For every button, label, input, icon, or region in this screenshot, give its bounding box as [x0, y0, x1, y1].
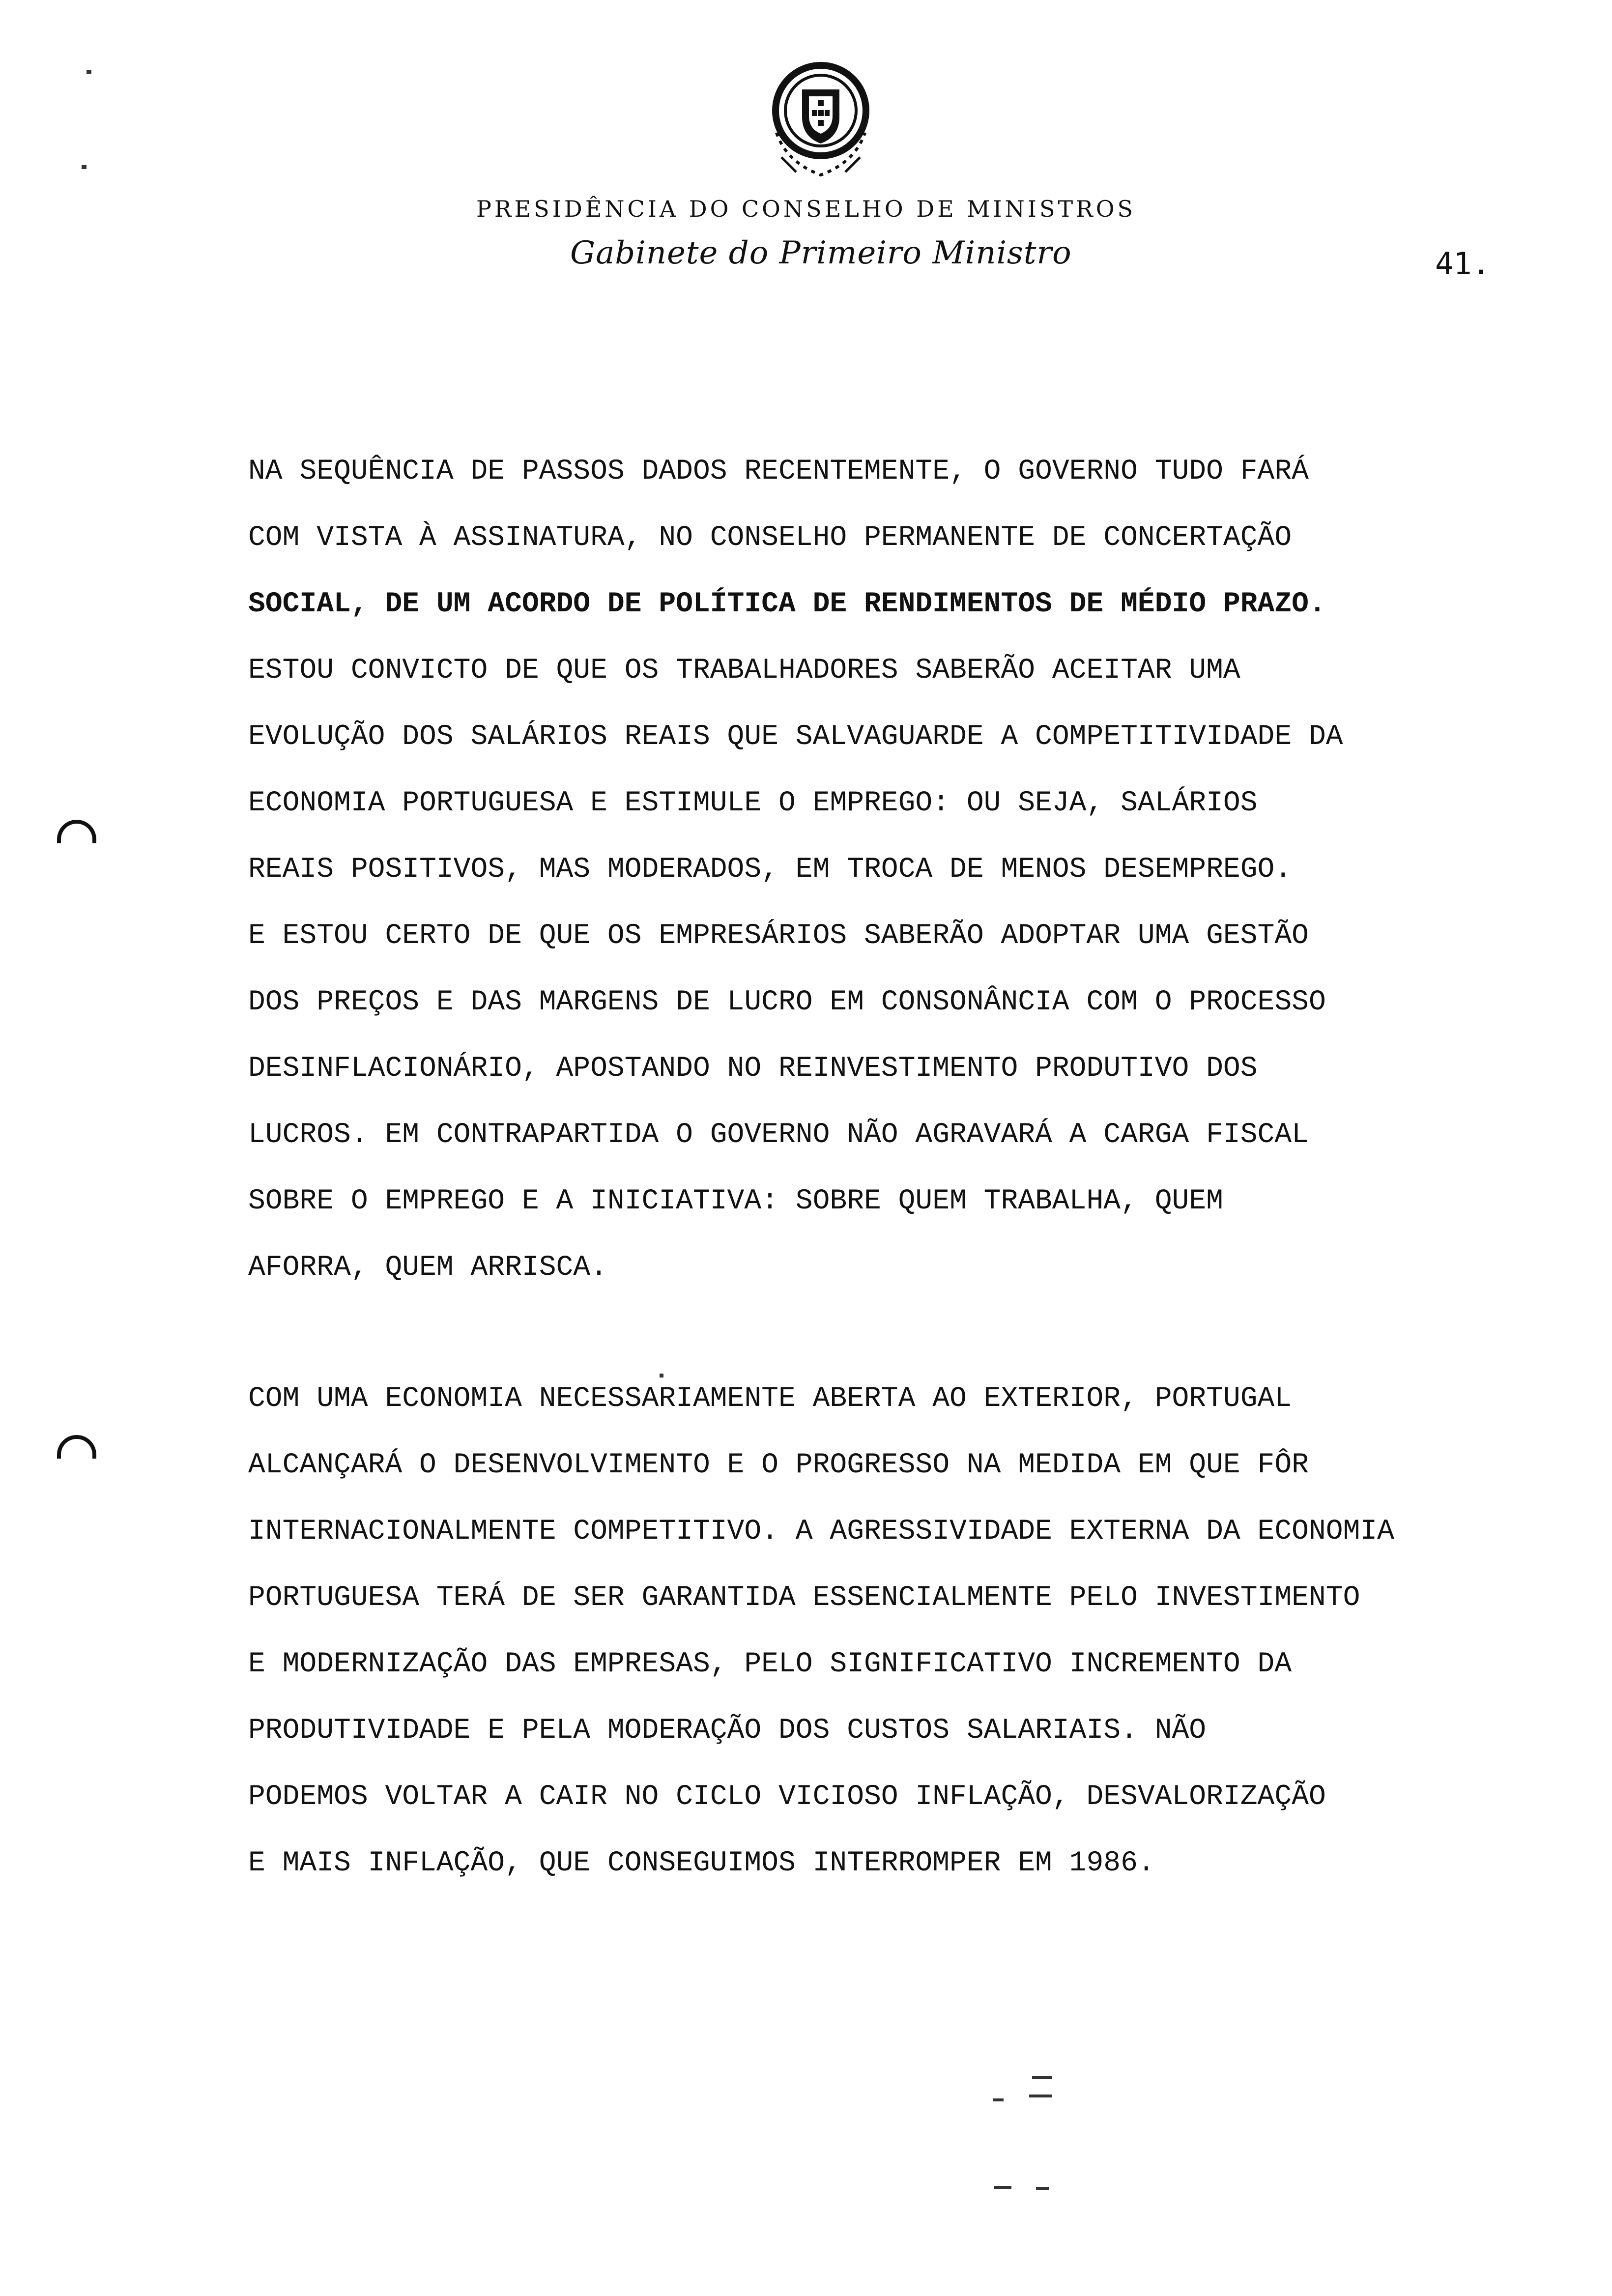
text-line: DESINFLACIONÁRIO, APOSTANDO NO REINVESTIMENTO PRODUTIVO DOS [248, 1053, 1258, 1085]
text-line: COM UMA ECONOMIA NECESSARIAMENTE ABERTA AO EXTERIOR, PORTUGAL [248, 1383, 1292, 1415]
text-line: PODEMOS VOLTAR A CAIR NO CICLO VICIOSO INFLAÇÃO, DESVALORIZAÇÃO [248, 1781, 1326, 1813]
scan-speck [993, 2098, 1004, 2101]
scan-speck [1029, 2095, 1052, 2097]
scan-speck [86, 70, 91, 74]
text-line: ESTOU CONVICTO DE QUE OS TRABALHADORES SABERÃO ACEITAR UMA [248, 655, 1240, 687]
scan-speck [1036, 2187, 1049, 2190]
text-line: E MODERNIZAÇÃO DAS EMPRESAS, PELO SIGNIFICATIVO INCREMENTO DA [248, 1648, 1292, 1680]
binder-hole-mark [57, 1435, 96, 1459]
coat-of-arms-icon [767, 59, 875, 182]
text-line: PRODUTIVIDADE E PELA MODERAÇÃO DOS CUSTOS SALARIAIS. NÃO [248, 1715, 1207, 1747]
text-line: ALCANÇARÁ O DESENVOLVIMENTO E O PROGRESSO NA MEDIDA EM QUE FÔR [248, 1449, 1309, 1481]
binder-hole-mark [57, 820, 96, 843]
scan-speck [660, 1374, 663, 1378]
text-line: INTERNACIONALMENTE COMPETITIVO. A AGRESSIVIDADE EXTERNA DA ECONOMIA [248, 1516, 1394, 1548]
paragraph-1 [248, 438, 1605, 1301]
text-line: E MAIS INFLAÇÃO, QUE CONSEGUIMOS INTERROMPER EM 1986. [248, 1847, 1155, 1879]
text-line: ECONOMIA PORTUGUESA E ESTIMULE O EMPREGO: OU SEJA, SALÁRIOS [248, 787, 1258, 819]
paragraph-2 [248, 1366, 1605, 1896]
text-line: SOBRE O EMPREGO E A INICIATIVA: SOBRE QUEM TRABALHA, QUEM [248, 1185, 1223, 1217]
text-line: AFORRA, QUEM ARRISCA. [248, 1252, 607, 1284]
text-line: REAIS POSITIVOS, MAS MODERADOS, EM TROCA DE MENOS DESEMPREGO. [248, 854, 1292, 886]
text-line: DOS PREÇOS E DAS MARGENS DE LUCRO EM CONSONÂNCIA COM O PROCESSO [248, 986, 1326, 1018]
text-line: LUCROS. EM CONTRAPARTIDA O GOVERNO NÃO AGRAVARÁ A CARGA FISCAL [248, 1119, 1309, 1151]
text-line: E ESTOU CERTO DE QUE OS EMPRESÁRIOS SABERÃO ADOPTAR UMA GESTÃO [248, 920, 1309, 952]
text-line: PORTUGUESA TERÁ DE SER GARANTIDA ESSENCIALMENTE PELO INVESTIMENTO [248, 1582, 1360, 1614]
scan-speck [82, 165, 86, 169]
cabinet-subtitle: Gabinete do Primeiro Ministro [570, 235, 1072, 271]
scan-speck [994, 2186, 1011, 2189]
scan-speck [1032, 2076, 1052, 2079]
text-line: EVOLUÇÃO DOS SALÁRIOS REAIS QUE SALVAGUARDE A COMPETITIVIDADE DA [248, 721, 1343, 753]
page-number: 41. [1435, 246, 1490, 282]
institution-title: PRESIDÊNCIA DO CONSELHO DE MINISTROS [476, 196, 1136, 222]
text-line: NA SEQUÊNCIA DE PASSOS DADOS RECENTEMENTE, O GOVERNO TUDO FARÁ [248, 456, 1309, 488]
text-line: SOCIAL, DE UM ACORDO DE POLÍTICA DE RENDIMENTOS DE MÉDIO PRAZO. [248, 588, 1326, 620]
text-line: COM VISTA À ASSINATURA, NO CONSELHO PERMANENTE DE CONCERTAÇÃO [248, 522, 1292, 554]
